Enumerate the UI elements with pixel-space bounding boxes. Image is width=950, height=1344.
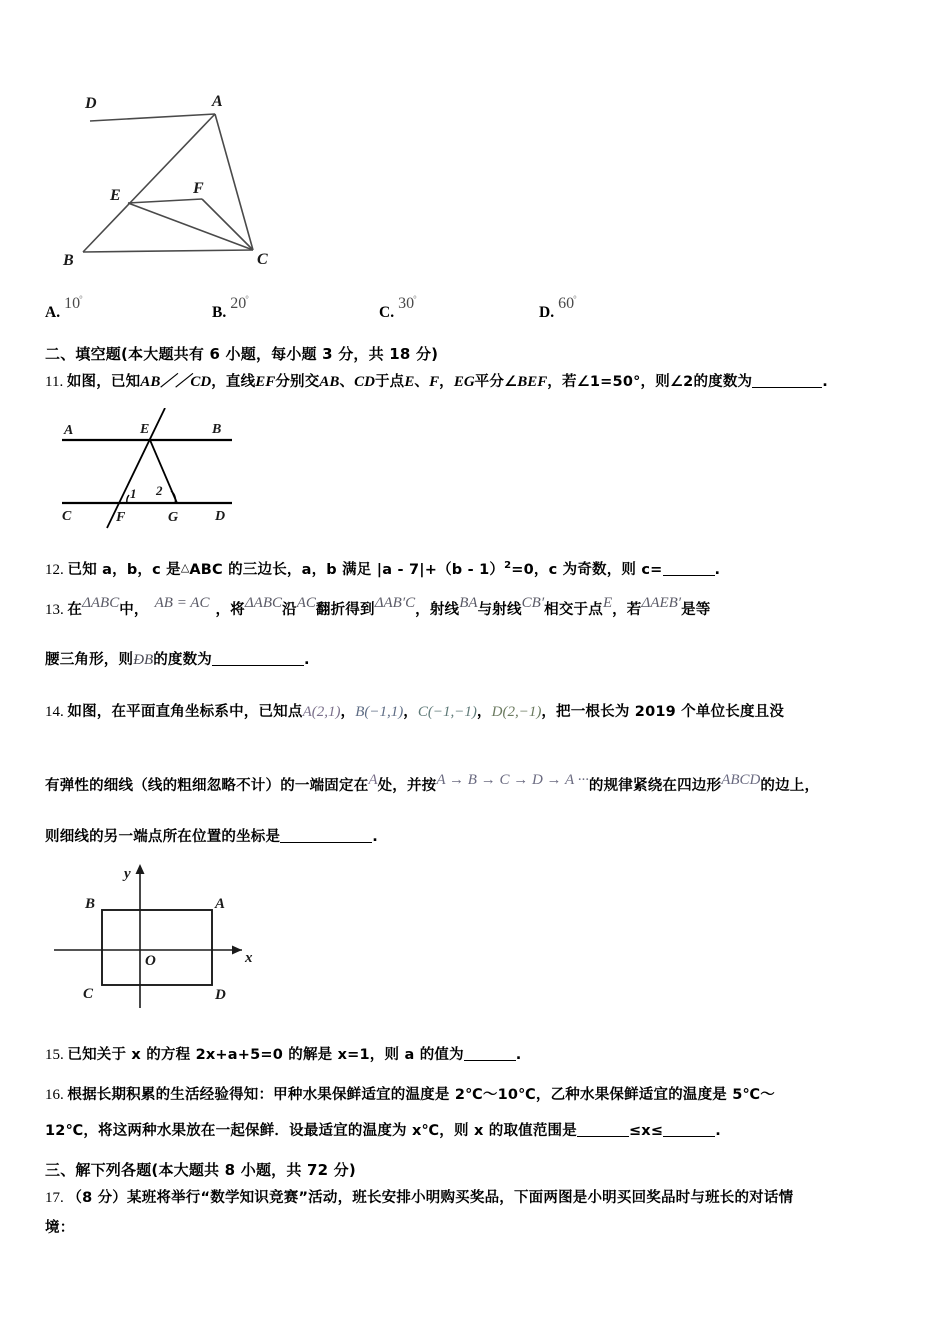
option-c[interactable] [379,294,417,322]
q12-answer-blank[interactable] [663,561,715,576]
q14-l2-a: 有弹性的细线（线的粗细忽略不计）的一端固定在 [45,778,369,794]
q11-text-g: ， [439,374,454,390]
angle-label-1: 1 [130,486,137,501]
q16-answer-blank-lower[interactable] [577,1122,629,1137]
q12-text-d: . [714,562,721,578]
q14-l3-a: 则细线的另一端点所在位置的坐标是 [45,829,281,845]
q13-m3: ΔABC [244,595,283,611]
option-b-degree: ° [245,294,249,304]
question-13-line-1 [45,595,711,619]
segment-ac [215,114,253,250]
answer-options-row [45,288,905,322]
q17-line2: 境： [45,1220,75,1236]
q13-number: 13. [45,602,64,618]
option-b-value: 20 [230,295,247,312]
q11-text-j: . [822,374,828,390]
q11-math-e: E [404,374,415,390]
option-d-degree: ° [573,294,577,304]
label-y: y [124,866,131,882]
q17-number: 17. [45,1190,64,1206]
q12-text-a: 已知 a，b，c 是 [67,562,181,578]
q13-t9: ，若 [612,602,642,618]
q13-m2: AB = AC [154,595,210,611]
option-a-value: 10 [64,295,81,312]
q13-line2-c: . [304,652,310,668]
q12-text-b: ABC 的三边长，a，b 满足 |a - 7|+（b - 1） [189,562,505,578]
q15-text-b: . [515,1047,522,1063]
segment-ec [128,203,253,250]
label-g: G [168,510,179,525]
q14-t1: 如图，在平面直角坐标系中，已知点 [67,704,303,720]
q11-math-eg: EG [453,374,475,390]
segment-ef [128,199,202,203]
q14-l3-b: . [372,829,378,845]
q16-number: 16. [45,1087,64,1103]
label-f: F [193,180,204,197]
question-15 [45,1043,522,1064]
q11-math-ab: AB [319,374,340,390]
option-d[interactable] [539,294,577,322]
q12-superscript: 2 [504,560,512,571]
q13-t5: 翻折得到 [315,602,375,618]
angle-arc-1 [127,495,129,503]
question-17-line-2 [45,1216,74,1237]
label-a: A [215,896,226,912]
segment-bc [83,250,253,252]
q14-point-b: B(−1,1) [355,704,404,720]
q13-t3: ，将 [215,602,245,618]
label-d: D [85,95,97,112]
label-f: F [116,510,126,525]
option-b[interactable] [212,294,249,322]
q13-m8: E [602,595,613,611]
q16-line1: 根据长期积累的生活经验得知：甲种水果保鲜适宜的温度是 2℃～10℃，乙种水果保鲜适宜的温度是 5℃～ [67,1087,775,1103]
label-a: A [64,423,74,438]
question-12 [45,558,720,579]
q14-quadrilateral-abcd: ABCD [721,772,761,788]
segment-da [90,114,215,121]
label-origin: O [145,953,156,969]
q16-line2-b: . [715,1123,721,1139]
q11-number: 11. [45,374,64,390]
question-13-line-2 [45,648,310,669]
q14-sequence: A → B → C → D → A ··· [436,772,589,788]
q14-sep3: ， [476,704,492,720]
option-b-label: B. [212,304,227,321]
q13-m7: CB′ [521,595,545,611]
q14-t2: ，把一根长为 2019 个单位长度且没 [541,704,785,720]
q14-point-c: C(−1,−1) [417,704,477,720]
q11-math-cd: CD [354,374,375,390]
triangle-symbol-icon: △ [180,562,190,574]
option-a-degree: ° [79,294,83,304]
q14-point-a: A(2,1) [302,704,341,720]
q15-answer-blank[interactable] [464,1046,516,1061]
q15-text-a: 已知关于 x 的方程 2x+a+5=0 的解是 x=1，则 a 的值为 [67,1047,464,1063]
q13-t2: 中， [119,602,149,618]
option-c-degree: ° [413,294,417,304]
label-b: B [85,896,96,912]
q11-text-a: 如图，已知 [66,374,141,390]
y-axis-arrow [136,864,145,874]
q13-t7: 与射线 [477,602,522,618]
q14-point-d: D(2,−1) [491,704,542,720]
q13-m9: ΔAEB′ [641,595,682,611]
figure-triangle-abc-def [55,88,300,273]
option-a[interactable] [45,294,83,322]
label-d: D [215,509,226,524]
label-b: B [212,422,222,437]
label-e: E [140,422,150,437]
option-c-value: 30 [398,295,415,312]
question-14-line-3 [45,825,378,846]
q14-l2-point-a: A [368,772,378,788]
q11-math-bef: BEF [517,374,548,390]
label-c: C [83,986,94,1002]
q17-line1: （8 分）某班将举行“数学知识竞赛”活动，班长安排小明购买奖品，下面两图是小明买回奖品时与班长的对话情 [67,1190,794,1206]
q16-answer-blank-upper[interactable] [663,1122,715,1137]
q13-line2-b: 的度数为 [153,652,213,668]
option-a-label: A. [45,304,61,321]
q15-number: 15. [45,1047,64,1063]
question-16-line-1 [45,1083,775,1104]
section-three-heading: 三、解下列各题(本大题共 8 小题，共 72 分) [45,1161,356,1179]
q11-text-i: ，若∠1=50°，则∠2的度数为 [547,374,753,390]
q11-answer-blank[interactable] [752,373,822,388]
q11-text-e: 于点 [374,374,405,390]
q14-answer-blank[interactable] [280,828,372,843]
q14-number: 14. [45,704,64,720]
q12-number: 12. [45,562,64,578]
label-c: C [257,251,268,268]
option-d-label: D. [539,304,555,321]
figure-coordinate-rectangle [52,858,267,1013]
q12-text-c: =0，c 为奇数，则 c= [511,562,663,578]
q13-t1: 在 [67,602,83,618]
q13-m1: ΔABC [82,595,120,611]
q14-l2-c: 的规律紧绕在四边形 [588,778,722,794]
angle-label-2: 2 [156,483,163,498]
label-x: x [245,950,253,966]
q11-math-ef: EF [255,374,276,390]
q14-l2-b: 处，并按 [377,778,437,794]
question-14-line-1 [45,700,784,721]
label-c: C [62,509,72,524]
q13-t8: 相交于点 [544,602,603,618]
q14-l2-d: 的边上， [760,778,820,794]
q11-text-d: 、 [339,374,355,390]
q11-math-ab-cd: AB／／CD [140,374,212,390]
figure-parallel-lines [52,408,282,528]
q13-angle-b-symbol: ÐB [133,652,154,668]
rectangle-abcd [102,910,212,985]
question-17-line-1 [45,1186,793,1207]
q13-line2-a: 腰三角形，则 [45,652,134,668]
q11-math-f: F [429,374,440,390]
q11-text-c: 分别交 [275,374,320,390]
q16-line2-a: 12℃，将这两种水果放在一起保鲜．设最适宜的温度为 x℃，则 x 的取值范围是 [45,1123,577,1139]
q13-t6: ，射线 [415,602,460,618]
label-d: D [215,987,226,1003]
question-11 [45,370,828,391]
x-axis-arrow [232,946,242,955]
q14-sep1: ， [340,704,356,720]
q11-text-b: ，直线 [211,374,256,390]
q13-m4: AC [296,595,316,611]
q16-line2-mid: ≤x≤ [628,1123,664,1139]
q13-answer-blank[interactable] [212,651,304,666]
section-two-heading: 二、填空题(本大题共有 6 小题，每小题 3 分，共 18 分) [45,345,439,363]
q14-sep2: ， [403,704,418,720]
question-14-line-2 [45,774,819,795]
question-16-line-2 [45,1119,721,1140]
label-a: A [212,93,223,110]
q11-text-h: 平分∠ [474,374,518,390]
label-b: B [63,252,74,269]
option-c-label: C. [379,304,395,321]
q13-t4: 沿 [282,602,297,618]
q11-text-f: 、 [414,374,430,390]
option-d-value: 60 [558,295,575,312]
q13-m5: ΔAB′C [374,595,416,611]
q13-t10: 是等 [681,602,711,618]
q13-m6: BA [459,595,478,611]
label-e: E [110,187,121,204]
